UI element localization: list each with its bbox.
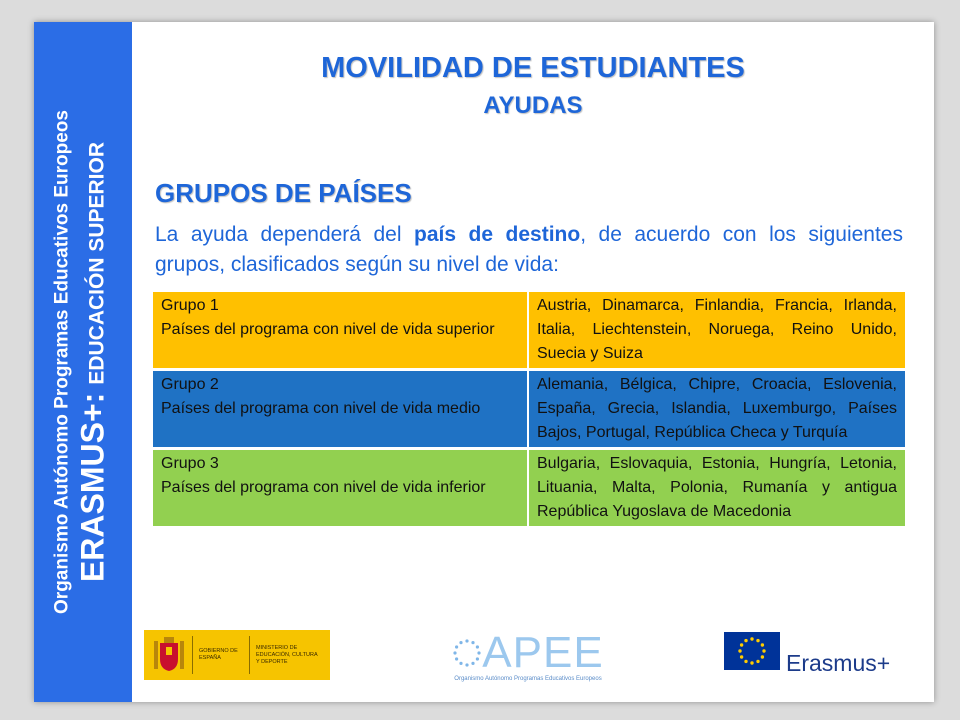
stars-circle-icon xyxy=(452,638,482,668)
group-cell xyxy=(153,370,528,449)
group-name: Grupo 1 xyxy=(161,297,219,314)
intro-text-end: , de acuerdo con los siguientes grupos, clasificados según su nivel de vida: xyxy=(155,223,903,276)
table-row xyxy=(153,370,905,449)
countries-cell: Alemania, Bélgica, Chipre, Croacia, Eslovenia, España, Grecia, Islandia, Luxemburgo, Países Bajos, Portugal, República Checa y Turquía xyxy=(537,376,897,441)
countries-cell: Bulgaria, Eslovaquia, Estonia, Hungría, Letonia, Lituania, Malta, Polonia, Rumanía y antigua República Yugoslava de Macedonia xyxy=(537,455,897,520)
group-description: Países del programa con nivel de vida superior xyxy=(161,321,495,338)
group-description: Países del programa con nivel de vida medio xyxy=(161,400,481,417)
erasmus-label: ERASMUS+: xyxy=(74,392,111,583)
section-heading: GRUPOS DE PAÍSES xyxy=(155,178,412,208)
sidebar-text xyxy=(50,32,117,692)
intro-text-start: La ayuda dependerá del xyxy=(155,223,414,246)
page-subtitle: AYUDAS xyxy=(483,92,583,119)
erasmus-logo xyxy=(724,632,924,682)
eu-flag-icon xyxy=(724,632,780,670)
organization-name: Organismo Autónomo Programas Educativos Europeos xyxy=(51,110,73,614)
table-row xyxy=(153,292,905,370)
program-name xyxy=(76,32,117,692)
slide xyxy=(34,22,934,702)
group-cell xyxy=(153,292,528,370)
gobierno-logo xyxy=(144,630,330,680)
logo-strip xyxy=(132,622,934,702)
intro-paragraph xyxy=(155,220,903,280)
page-title: MOVILIDAD DE ESTUDIANTES xyxy=(321,52,745,84)
apee-caption: Organismo Autónomo Programas Educativos Europeos xyxy=(454,676,602,682)
apee-wordmark: APEE xyxy=(482,628,604,677)
group-name: Grupo 3 xyxy=(161,455,219,472)
intro-text-bold: país de destino xyxy=(414,223,581,246)
apee-logo xyxy=(448,630,608,686)
group-name: Grupo 2 xyxy=(161,376,219,393)
countries-cell: Austria, Dinamarca, Finlandia, Francia, Irlanda, Italia, Liechtenstein, Noruega, Reino Unido, Suecia y Suiza xyxy=(537,297,897,362)
country-groups-table xyxy=(153,292,905,529)
gobierno-text: GOBIERNO DE ESPAÑA xyxy=(199,648,238,661)
erasmus-wordmark: Erasmus+ xyxy=(786,650,891,676)
logo-divider xyxy=(249,636,250,674)
education-level-label: EDUCACIÓN SUPERIOR xyxy=(85,141,109,385)
logo-divider xyxy=(192,636,193,674)
ministerio-text: MINISTERIO DE EDUCACIÓN, CULTURA Y DEPORTE xyxy=(256,644,318,665)
table-row xyxy=(153,449,905,528)
coat-of-arms-icon xyxy=(152,635,186,675)
sidebar-banner xyxy=(34,22,132,702)
group-cell xyxy=(153,449,528,528)
group-description: Países del programa con nivel de vida inferior xyxy=(161,479,486,496)
